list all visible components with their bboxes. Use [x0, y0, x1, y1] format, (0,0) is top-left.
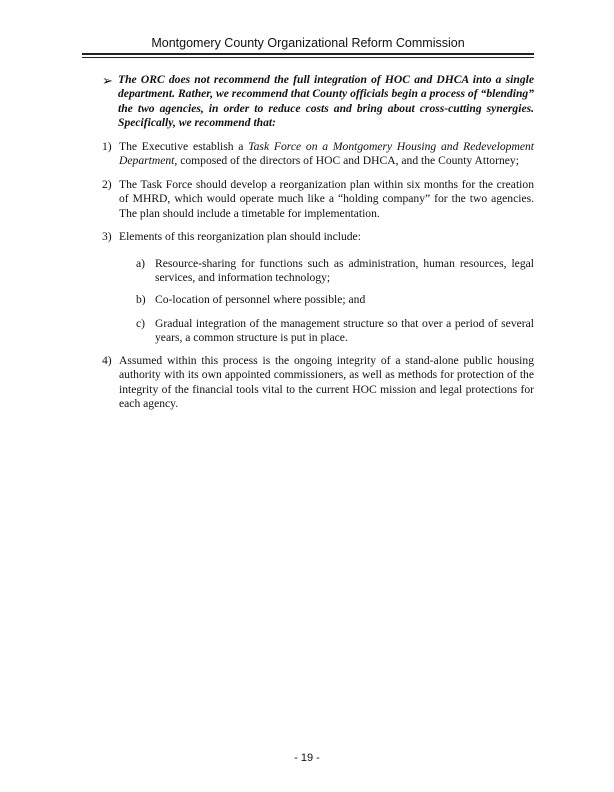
subitem-c: Gradual integration of the management structure so that over a period of several years, a common structure is put in place.	[155, 317, 534, 345]
page-number: - 19 -	[294, 752, 320, 764]
recommendation-summary: The ORC does not recommend the full integration of HOC and DHCA into a single department. Rather, we recommend that County officials begin a process of “blending” the two agencies, in order to reduce costs and bring about cross-cutting synergies. Specifically, we recommend that:	[118, 73, 534, 129]
header-rule-thick	[82, 53, 534, 55]
item-number: 4)	[102, 354, 112, 367]
subitem-label: a)	[136, 257, 146, 270]
arrow-bullet-icon: ➢	[102, 74, 113, 89]
subitem-a: Resource-sharing for functions such as administration, human resources, legal services, and information technology;	[155, 257, 534, 285]
header-rule-thin	[82, 57, 534, 58]
list-item-1: The Executive establish a Task Force on a Montgomery Housing and Redevelopment Department, composed of the directors of HOC and DHCA, and the County Attorney;	[119, 140, 534, 168]
subitem-label: c)	[136, 317, 146, 330]
item-number: 3)	[102, 230, 112, 243]
list-item-3: Elements of this reorganization plan should include:	[119, 230, 361, 243]
item-number: 2)	[102, 178, 112, 191]
subitem-label: b)	[136, 293, 146, 306]
item-number: 1)	[102, 140, 112, 153]
subitem-b: Co-location of personnel where possible; and	[155, 293, 366, 306]
page-header: Montgomery County Organizational Reform Commission	[151, 36, 465, 50]
list-item-4: Assumed within this process is the ongoing integrity of a stand-alone public housing authority with its own appointed commissioners, as well as methods for protection of the integrity of the financial tools vital to the current HOC mission and legal protections for each agency.	[119, 354, 534, 410]
list-item-2: The Task Force should develop a reorganization plan within six months for the creation of MHRD, which would operate much like a “holding company” for the two agencies. The plan should include a timetable for implementation.	[119, 178, 534, 220]
